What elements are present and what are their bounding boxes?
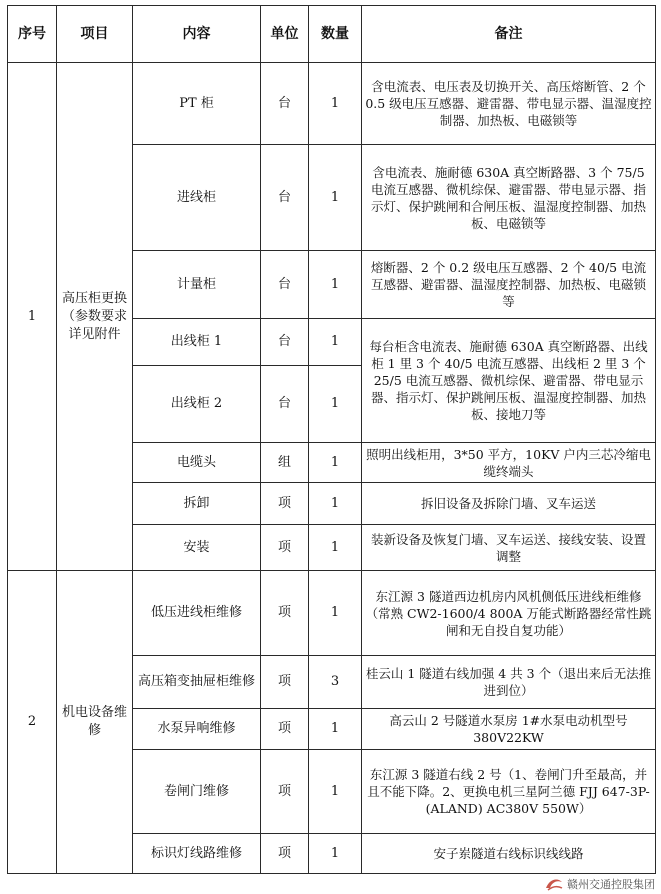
row-note: 装新设备及恢复门墙、叉车运送、接线安装、设置调整 [362,525,656,571]
work-items-table [7,5,656,874]
row-content: 计量柜 [133,251,261,319]
row-qty: 1 [309,483,362,525]
row-qty: 1 [309,366,362,443]
header-seq: 序号 [8,6,57,63]
row-content: 电缆头 [133,443,261,483]
header-note: 备注 [362,6,656,63]
header-qty: 数量 [309,6,362,63]
row-content: 卷闸门维修 [133,750,261,834]
company-logo-icon [544,876,564,892]
row-note: 拆旧设备及拆除门墙、叉车运送 [362,483,656,525]
row-content: 标识灯线路维修 [133,834,261,874]
row-unit: 台 [261,63,309,145]
watermark [544,876,655,892]
row-note: 东江源 3 隧道右线 2 号（1、卷闸门升至最高，并且不能下降。2、更换电机三星阿兰德 FJJ 647-3P-(ALAND) AC380V 550W） [362,750,656,834]
row-qty: 1 [309,525,362,571]
row-unit: 组 [261,443,309,483]
row-content: PT 柜 [133,63,261,145]
row-unit: 台 [261,366,309,443]
row-qty: 1 [309,319,362,366]
row-qty: 3 [309,656,362,709]
watermark-text: 赣州交通控股集团 [567,878,655,891]
row-content: 水泵异响维修 [133,709,261,750]
table-row [8,63,656,145]
header-item: 项目 [57,6,133,63]
group2-item: 机电设备维修 [57,571,133,874]
row-unit: 项 [261,750,309,834]
header-row [8,6,656,63]
row-content: 进线柜 [133,145,261,251]
row-note: 含电流表、施耐德 630A 真空断路器、3 个 75/5 电流互感器、微机综保、避雷器、带电显示器、指示灯、保护跳闸和合闸压板、温湿度控制器、加热板、电磁锁等 [362,145,656,251]
row-note: 安子岽隧道右线标识线线路 [362,834,656,874]
row-content: 高压箱变抽屉柜维修 [133,656,261,709]
row-qty: 1 [309,834,362,874]
row-unit: 项 [261,525,309,571]
row-content: 拆卸 [133,483,261,525]
row-note: 高云山 2 号隧道水泵房 1#水泵电动机型号 380V22KW [362,709,656,750]
group2-seq: 2 [8,571,57,874]
row-qty: 1 [309,145,362,251]
row-qty: 1 [309,750,362,834]
row-unit: 台 [261,251,309,319]
row-content: 低压进线柜维修 [133,571,261,656]
row-content: 出线柜 2 [133,366,261,443]
group1-item: 高压柜更换（参数要求详见附件 [57,63,133,571]
row-unit: 台 [261,145,309,251]
row-qty: 1 [309,443,362,483]
outgoing-cabinet-note: 每台柜含电流表、施耐德 630A 真空断路器、出线柜 1 里 3 个 40/5 电流互感器、出线柜 2 里 3 个 25/5 电流互感器、微机综保、避雷器、带电显示器、指示灯、保护跳闸压板、温湿度控制器、加热板、接地刀等 [362,319,656,443]
group1-seq: 1 [8,63,57,571]
row-unit: 台 [261,319,309,366]
row-qty: 1 [309,251,362,319]
row-note: 东江源 3 隧道西边机房内风机侧低压进线柜维修（常熟 CW2-1600/4 800A 万能式断路器经常性跳闸和无自投自复功能） [362,571,656,656]
header-content: 内容 [133,6,261,63]
row-content: 出线柜 1 [133,319,261,366]
row-unit: 项 [261,571,309,656]
row-note: 照明出线柜用，3*50 平方，10KV 户内三芯冷缩电缆终端头 [362,443,656,483]
row-note: 桂云山 1 隧道右线加强 4 共 3 个（退出来后无法推进到位） [362,656,656,709]
row-content: 安装 [133,525,261,571]
row-qty: 1 [309,63,362,145]
row-unit: 项 [261,834,309,874]
row-unit: 项 [261,656,309,709]
header-unit: 单位 [261,6,309,63]
row-note: 含电流表、电压表及切换开关、高压熔断管、2 个 0.5 级电压互感器、避雷器、带电显示器、温湿度控制器、加热板、电磁锁等 [362,63,656,145]
row-qty: 1 [309,709,362,750]
row-unit: 项 [261,709,309,750]
row-note: 熔断器、2 个 0.2 级电压互感器、2 个 40/5 电流互感器、避雷器、温湿度控制器、加热板、电磁锁等 [362,251,656,319]
table-row [8,571,656,656]
row-unit: 项 [261,483,309,525]
row-qty: 1 [309,571,362,656]
